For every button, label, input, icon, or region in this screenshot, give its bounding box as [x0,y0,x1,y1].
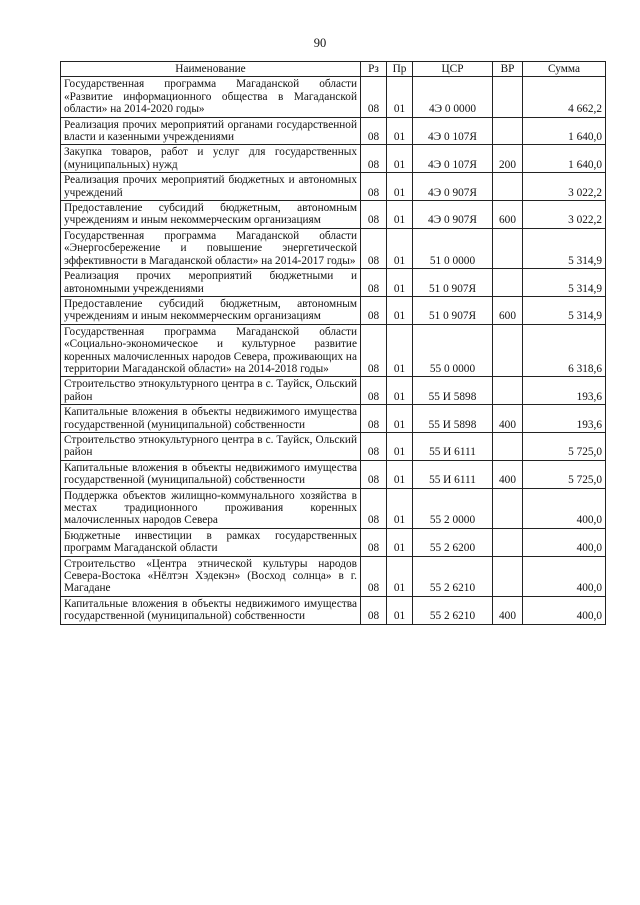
cell-name: Капитальные вложения в объекты недвижимого имущества государственной (муниципальной) собственности [61,405,361,433]
cell-csr: 55 И 6111 [413,460,493,488]
cell-name: Закупка товаров, работ и услуг для государственных (муниципальных) нужд [61,145,361,173]
cell-rz: 08 [361,296,387,324]
cell-sum: 1 640,0 [523,145,606,173]
column-header-name: Наименование [61,62,361,77]
cell-pr: 01 [387,596,413,624]
cell-sum: 5 725,0 [523,432,606,460]
table-row [61,460,606,488]
cell-vr: 400 [493,405,523,433]
cell-rz: 08 [361,488,387,528]
column-header-sum: Сумма [523,62,606,77]
cell-pr: 01 [387,296,413,324]
cell-sum: 5 314,9 [523,228,606,268]
cell-sum: 6 318,6 [523,324,606,377]
column-header-vr: ВР [493,62,523,77]
cell-name: Строительство этнокультурного центра в с. Тауйск, Ольский район [61,377,361,405]
cell-pr: 01 [387,432,413,460]
cell-pr: 01 [387,377,413,405]
cell-vr [493,556,523,596]
cell-vr: 600 [493,296,523,324]
cell-csr: 51 0 907Я [413,296,493,324]
table-row [61,145,606,173]
cell-rz: 08 [361,173,387,201]
cell-vr: 400 [493,460,523,488]
cell-name: Строительство «Центра этнической культуры народов Севера-Востока «Нёлтэн Хэдекэн» (Восход солнца» в г. Магадане [61,556,361,596]
cell-pr: 01 [387,405,413,433]
cell-name: Реализация прочих мероприятий бюджетными и автономными учреждениями [61,269,361,297]
cell-csr: 51 0 0000 [413,228,493,268]
cell-rz: 08 [361,405,387,433]
table-row [61,528,606,556]
cell-pr: 01 [387,488,413,528]
column-header-rz: Рз [361,62,387,77]
table-row [61,201,606,229]
cell-rz: 08 [361,324,387,377]
cell-name: Капитальные вложения в объекты недвижимого имущества государственной (муниципальной) собственности [61,596,361,624]
cell-pr: 01 [387,556,413,596]
cell-name: Реализация прочих мероприятий бюджетных и автономных учреждений [61,173,361,201]
cell-csr: 55 2 6200 [413,528,493,556]
table-row [61,556,606,596]
cell-csr: 51 0 907Я [413,269,493,297]
cell-sum: 400,0 [523,488,606,528]
cell-sum: 193,6 [523,377,606,405]
cell-name: Строительство этнокультурного центра в с. Тауйск, Ольский район [61,432,361,460]
cell-sum: 400,0 [523,528,606,556]
table-header-row [61,62,606,77]
table-row [61,228,606,268]
cell-csr: 55 2 0000 [413,488,493,528]
cell-vr: 200 [493,145,523,173]
cell-rz: 08 [361,377,387,405]
table-row [61,405,606,433]
table-row [61,324,606,377]
table-row [61,377,606,405]
cell-vr [493,77,523,117]
cell-sum: 193,6 [523,405,606,433]
cell-vr [493,269,523,297]
cell-sum: 5 725,0 [523,460,606,488]
table-row [61,173,606,201]
cell-name: Предоставление субсидий бюджетным, автономным учреждениям и иным некоммерческим организациям [61,201,361,229]
cell-sum: 1 640,0 [523,117,606,145]
table-row [61,296,606,324]
cell-name: Государственная программа Магаданской области «Социально-экономическое и культурное развитие коренных малочисленных народов Севера, проживающих на территории Магаданской области» на 2014-2018 годы» [61,324,361,377]
cell-vr [493,528,523,556]
cell-pr: 01 [387,460,413,488]
table-row [61,488,606,528]
cell-pr: 01 [387,269,413,297]
cell-name: Реализация прочих мероприятий органами государственной власти и казенными учреждениями [61,117,361,145]
cell-rz: 08 [361,556,387,596]
table-row [61,117,606,145]
cell-sum: 3 022,2 [523,173,606,201]
cell-csr: 55 И 5898 [413,405,493,433]
cell-rz: 08 [361,528,387,556]
cell-csr: 55 2 6210 [413,596,493,624]
cell-sum: 3 022,2 [523,201,606,229]
cell-rz: 08 [361,77,387,117]
cell-rz: 08 [361,201,387,229]
cell-vr [493,488,523,528]
cell-name: Бюджетные инвестиции в рамках государственных программ Магаданской области [61,528,361,556]
column-header-pr: Пр [387,62,413,77]
column-header-csr: ЦСР [413,62,493,77]
cell-csr: 4Э 0 907Я [413,173,493,201]
cell-sum: 400,0 [523,556,606,596]
cell-pr: 01 [387,324,413,377]
cell-rz: 08 [361,228,387,268]
cell-sum: 5 314,9 [523,296,606,324]
cell-csr: 55 0 0000 [413,324,493,377]
cell-rz: 08 [361,460,387,488]
cell-rz: 08 [361,432,387,460]
cell-pr: 01 [387,528,413,556]
table-row [61,596,606,624]
cell-pr: 01 [387,145,413,173]
cell-csr: 4Э 0 0000 [413,77,493,117]
cell-vr [493,173,523,201]
cell-vr [493,377,523,405]
cell-csr: 55 И 6111 [413,432,493,460]
cell-vr [493,324,523,377]
table-row [61,269,606,297]
cell-pr: 01 [387,201,413,229]
cell-rz: 08 [361,145,387,173]
table-row [61,432,606,460]
cell-vr: 400 [493,596,523,624]
cell-csr: 4Э 0 107Я [413,117,493,145]
page-number: 90 [313,36,327,50]
table-body [61,77,606,624]
cell-name: Государственная программа Магаданской области «Развитие информационного общества в Магаданской области» на 2014-2020 годы» [61,77,361,117]
cell-vr: 600 [493,201,523,229]
cell-pr: 01 [387,77,413,117]
cell-sum: 4 662,2 [523,77,606,117]
cell-name: Капитальные вложения в объекты недвижимого имущества государственной (муниципальной) собственности [61,460,361,488]
cell-csr: 4Э 0 907Я [413,201,493,229]
cell-pr: 01 [387,117,413,145]
cell-pr: 01 [387,173,413,201]
cell-rz: 08 [361,269,387,297]
cell-vr [493,432,523,460]
cell-rz: 08 [361,596,387,624]
cell-sum: 400,0 [523,596,606,624]
cell-vr [493,228,523,268]
budget-table [60,61,606,625]
cell-name: Государственная программа Магаданской области «Энергосбережение и повышение энергетической эффективности в Магаданской области» на 2014-2017 годы» [61,228,361,268]
cell-name: Поддержка объектов жилищно-коммунального хозяйства в местах традиционного проживания коренных малочисленных народов Севера [61,488,361,528]
cell-sum: 5 314,9 [523,269,606,297]
cell-csr: 55 И 5898 [413,377,493,405]
cell-pr: 01 [387,228,413,268]
cell-csr: 55 2 6210 [413,556,493,596]
cell-csr: 4Э 0 107Я [413,145,493,173]
cell-name: Предоставление субсидий бюджетным, автономным учреждениям и иным некоммерческим организациям [61,296,361,324]
cell-rz: 08 [361,117,387,145]
table-row [61,77,606,117]
cell-vr [493,117,523,145]
